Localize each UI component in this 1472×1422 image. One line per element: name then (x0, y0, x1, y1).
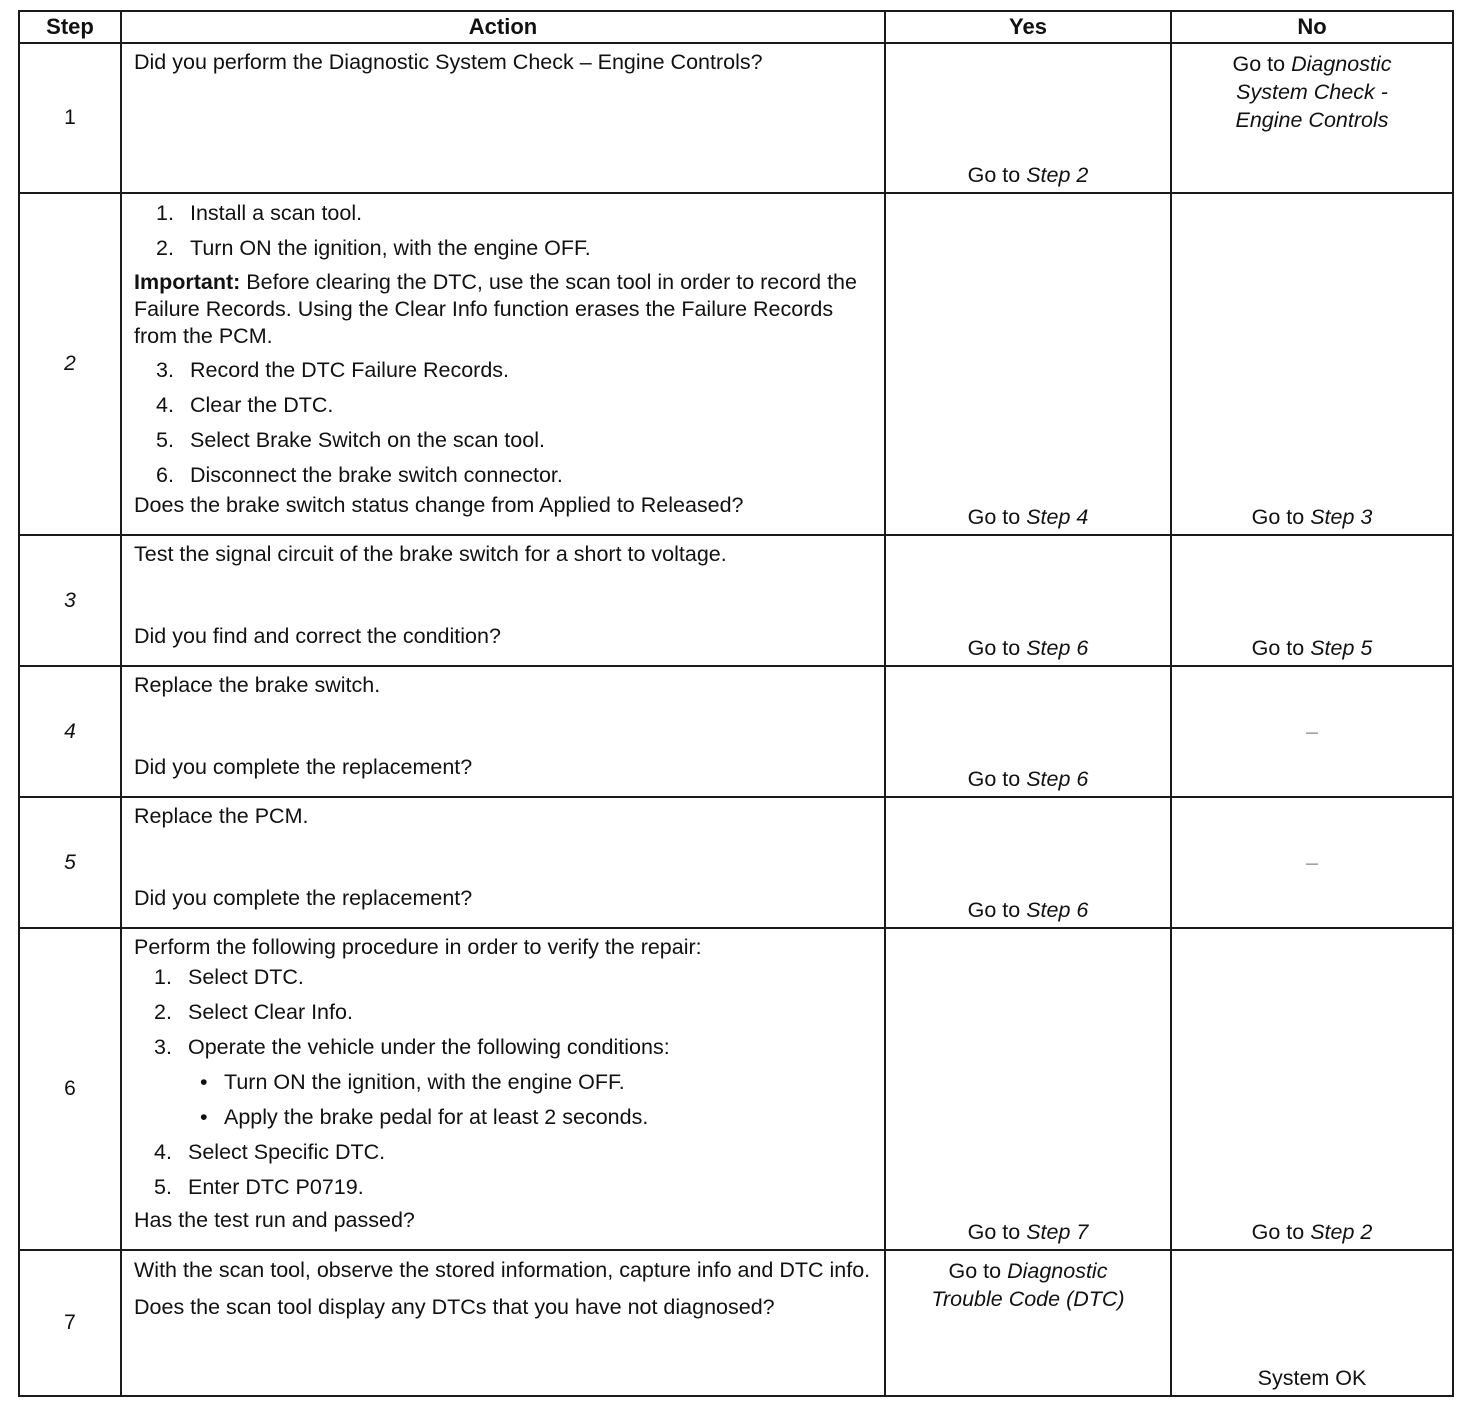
action-question: Does the brake switch status change from Applied to Released? (134, 493, 744, 517)
no-cell (1171, 928, 1453, 1250)
action-question: Does the scan tool display any DTCs that you have not diagnosed? (134, 1295, 775, 1319)
header-no: No (1171, 11, 1453, 43)
yes-link[interactable]: Go to Step 6 (967, 636, 1089, 660)
list-item: 1. Select DTC. (154, 965, 304, 989)
no-cell (1171, 797, 1453, 928)
yes-link[interactable]: Go to Step 7 (967, 1220, 1089, 1244)
no-cell (1171, 535, 1453, 666)
action-cell (121, 43, 885, 193)
list-item: 6. Disconnect the brake switch connector. (156, 463, 563, 487)
action-text: Test the signal circuit of the brake switch for a short to voltage. (134, 542, 727, 566)
header-step: Step (19, 11, 121, 43)
step-number: 3 (19, 535, 121, 666)
step-number: 6 (19, 928, 121, 1250)
table-row-step-1 (19, 43, 1453, 193)
table-row-step-5 (19, 797, 1453, 928)
instruction-list (134, 353, 874, 493)
action-cell (121, 193, 885, 535)
yes-link[interactable]: Go to Step 4 (967, 505, 1089, 529)
step-number: 2 (19, 193, 121, 535)
action-text: Replace the PCM. (134, 804, 309, 828)
no-cell (1171, 666, 1453, 797)
action-question: Has the test run and passed? (134, 1208, 415, 1232)
no-link[interactable]: Go to Diagnostic System Check - Engine Controls (1232, 52, 1392, 132)
yes-cell (885, 43, 1171, 193)
table-row-step-7 (19, 1250, 1453, 1396)
bullet-item: • Turn ON the ignition, with the engine OFF. (200, 1070, 625, 1094)
action-cell (121, 535, 885, 666)
bullet-item: • Apply the brake pedal for at least 2 seconds. (200, 1105, 649, 1129)
important-note: Important: Before clearing the DTC, use the scan tool in order to record the Failure Records. Using the Clear Info function erases the Failure Records from the PCM. (134, 270, 857, 348)
list-item: 3. Record the DTC Failure Records. (156, 358, 510, 382)
table-row-step-4 (19, 666, 1453, 797)
list-item: 4. Clear the DTC. (156, 393, 334, 417)
list-item: 2. Turn ON the ignition, with the engine OFF. (156, 236, 591, 260)
list-item: 5. Select Brake Switch on the scan tool. (156, 428, 545, 452)
diagnostic-table (18, 10, 1454, 1397)
no-cell (1171, 193, 1453, 535)
action-text: Perform the following procedure in order to verify the repair: (134, 935, 702, 959)
action-cell (121, 797, 885, 928)
action-cell (121, 1250, 885, 1396)
no-result: System OK (1257, 1366, 1367, 1390)
instruction-list (134, 1135, 874, 1205)
action-question: Did you complete the replacement? (134, 886, 473, 910)
list-item: 1. Install a scan tool. (156, 201, 363, 225)
list-item: 2. Select Clear Info. (154, 1000, 353, 1024)
instruction-list (134, 960, 874, 1065)
no-cell (1171, 1250, 1453, 1396)
yes-cell (885, 535, 1171, 666)
yes-cell (885, 928, 1171, 1250)
yes-link[interactable]: Go to Diagnostic Trouble Code (DTC) (931, 1259, 1125, 1311)
yes-cell (885, 1250, 1171, 1396)
action-question: Did you complete the replacement? (134, 755, 473, 779)
table-row-step-6 (19, 928, 1453, 1250)
action-cell (121, 666, 885, 797)
header-yes: Yes (885, 11, 1171, 43)
no-link[interactable]: Go to Step 3 (1251, 505, 1373, 529)
step-number: 7 (19, 1250, 121, 1396)
table-row-step-3 (19, 535, 1453, 666)
no-dash: — (1306, 724, 1318, 739)
step-number: 1 (19, 43, 121, 193)
action-text: Did you perform the Diagnostic System Check – Engine Controls? (134, 50, 763, 74)
action-text: Replace the brake switch. (134, 673, 381, 697)
yes-cell (885, 666, 1171, 797)
instruction-list (134, 196, 874, 266)
yes-link[interactable]: Go to Step 2 (967, 163, 1089, 187)
action-question: Did you find and correct the condition? (134, 624, 501, 648)
step-number: 4 (19, 666, 121, 797)
yes-link[interactable]: Go to Step 6 (967, 898, 1089, 922)
yes-cell (885, 797, 1171, 928)
table-row-step-2 (19, 193, 1453, 535)
action-text: With the scan tool, observe the stored information, capture info and DTC info. (134, 1258, 871, 1282)
list-item: 5. Enter DTC P0719. (154, 1175, 364, 1199)
header-action: Action (121, 11, 885, 43)
yes-link[interactable]: Go to Step 6 (967, 767, 1089, 791)
no-link[interactable]: Go to Step 2 (1251, 1220, 1373, 1244)
no-link[interactable]: Go to Step 5 (1251, 636, 1373, 660)
step-number: 5 (19, 797, 121, 928)
no-dash: — (1306, 855, 1318, 870)
list-item: 3. Operate the vehicle under the following conditions: (154, 1035, 670, 1059)
action-cell (121, 928, 885, 1250)
yes-cell (885, 193, 1171, 535)
no-cell (1171, 43, 1453, 193)
list-item: 4. Select Specific DTC. (154, 1140, 386, 1164)
table-header-row (19, 11, 1453, 43)
